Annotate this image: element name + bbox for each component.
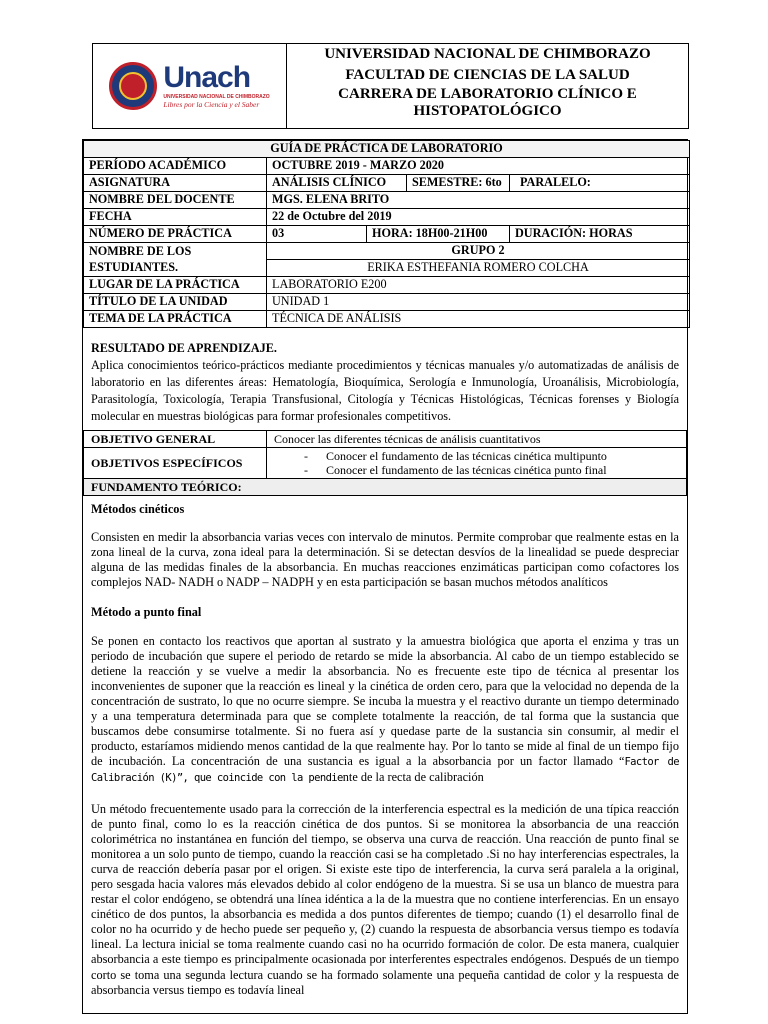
periodo-label: PERÍODO ACADÉMICO (84, 158, 267, 175)
fundamento-heading: FUNDAMENTO TEÓRICO: (84, 479, 687, 496)
estudiantes-label: NOMBRE DE LOS ESTUDIANTES. (84, 243, 267, 277)
document-header (92, 43, 689, 129)
objetivo-especifico-item: - Conocer el fundamento de las técnicas cinética punto final (304, 463, 679, 477)
periodo-value: OCTUBRE 2019 - MARZO 2020 (267, 158, 690, 175)
objetivo-general-value: Conocer las diferentes técnicas de análisis cuantitativos (267, 431, 687, 448)
objetivos-especificos-list (267, 448, 687, 479)
career-name: CARRERA DE LABORATORIO CLÍNICO E HISTOPATOLÓGICO (338, 86, 637, 119)
fecha-value: 22 de Octubre del 2019 (267, 209, 690, 226)
numero-label: NÚMERO DE PRÁCTICA (84, 226, 267, 243)
unidad-label: TÍTULO DE LA UNIDAD (84, 294, 267, 311)
asignatura-label: ASIGNATURA (84, 175, 267, 192)
numero-value: 03 (267, 226, 367, 243)
university-seal-icon (109, 62, 157, 110)
tema-value: TÉCNICA DE ANÁLISIS (267, 311, 690, 328)
faculty-name: FACULTAD DE CIENCIAS DE LA SALUD (345, 67, 630, 83)
objetivo-general-label: OBJETIVO GENERAL (84, 431, 267, 448)
punto-final-text-a: Se ponen en contacto los reactivos que aportan al sustrato y la amuestra biológica que aporta el enzima y tras un periodo de incubación que supere el periodo de retardo se mide la absorbancia. Al cabo de un tiempo establecido se detiene la reacción y se vuelve a medir la absorbancia. No es frecuente este tipo de técnica al presentar los inconvenientes de suponer que la reacción es lineal y la cinética de orden cero, para que la velocidad no dependa de la concentración de sustrato, lo que no ocurre siempre. Se incuba la muestra y el reactivo durante un tiempo determinado y a una temperatura determinada para que se complete totalmente la reacción, de tal forma que la sustancia que buscamos debe consumirse totalmente. Si no fuera así y quedase parte de la sustancia sin consumir, al medir el producto, estaríamos midiendo menos cantidad de la que realmente hay. Por lo tanto se mide al final de un tiempo fijo de incubación. La concentración de una sustancia es igual a la absorbancia por un factor llamado “ (91, 633, 679, 769)
docente-value: MGS. ELENA BRITO (267, 192, 690, 209)
guide-title: GUÍA DE PRÁCTICA DE LABORATORIO (84, 141, 690, 158)
duracion-value: DURACIÓN: HORAS (510, 226, 690, 243)
metodos-cineticos-heading: Métodos cinéticos (91, 502, 185, 516)
unidad-value: UNIDAD 1 (267, 294, 690, 311)
resultado-text: Aplica conocimientos teórico-prácticos mediante procedimientos y técnicas manuales y/o automatizadas de análisis de laboratorio en las diferentes áreas: Hematología, Bioquímica, Serología e Inmunología, Uroanálisis, Microbiología, Parasitología, Toxicología, Terapia Transfusional, Citología y Técnicas Histológicas, Técnicas forenses y Biología molecular en muestras biológicas para formar profesionales competitivos. (91, 358, 679, 423)
objetivo-especifico-item: - Conocer el fundamento de las técnicas cinética multipunto (304, 449, 679, 463)
punto-final-text-b: Factor de Calibración (K)”, que coincide con la pendie (91, 756, 679, 785)
fecha-label: FECHA (84, 209, 267, 226)
punto-final-text-c: nte de la recta de calibración (342, 770, 484, 785)
university-logo (93, 44, 287, 128)
docente-label: NOMBRE DEL DOCENTE (84, 192, 267, 209)
hora-value: HORA: 18H00-21H00 (367, 226, 510, 243)
punto-final-text (91, 634, 679, 787)
metodos-cineticos-text: Consisten en medir la absorbancia varias veces con intervalo de minutos. Permite comprobar que realmente estas en la zona lineal de la curva, zona ideal para la determinación. Si se detectan desvíos de la linealidad se puede despreciar alguna de las medidas finales de la absorbancia. En muchas reacciones enzimáticas participan como cofactores los complejos NAD- NADH o NADP – NADPH y en esta participación se basan muchos métodos analíticos (91, 530, 679, 590)
resultado-heading: RESULTADO DE APRENDIZAJE. (91, 341, 277, 355)
objetivos-table (83, 430, 687, 496)
interferencia-text: Un método frecuentemente usado para la corrección de la interferencia espectral es la medición de una típica reacción de punto final, como lo es la reacción cinética de dos puntos. Si se monitorea la absorbancia de una reacción colorimétrica no instantánea en función del tiempo, se observa una curva de reacción. Una reacción de punto final se monitorea a un solo punto de tiempo, cuando la reacción casi se ha completado .Si no hay interferencias espectrales, la curva de reacción debería pasar por el origen. Si existe este tipo de interferencia, la curva será paralela a la original, pero sesgada hacia valores más elevados debido al color endógeno de la muestra. Si se usa un blanco de muestra para restar el color endógeno, se obtendrá una línea idéntica a la de la muestra que no contiene interferencias. En un ensayo cinético de dos puntos, la absorbancia es medida a dos puntos diferentes de tiempo; cuando (1) el desarrollo final de color no ha ocurrido y de hecho puede ser pequeño y, (2) cuando la respuesta de absorbancia versus tiempo es todavía lineal. La lectura inicial se toma realmente cuando casi no ha ocurrido formación de color. De esta manera, cualquier absorbancia a este tiempo es principalmente ocasionada por interferentes espectrales endógenos. Después de un tiempo corto se toma una segunda lectura cuando se ha formado solamente una pequeña cantidad de color y la respuesta de absorbancia versus tiempo es todavía lineal (91, 801, 679, 997)
paralelo-value: PARALELO: (510, 175, 690, 192)
objetivos-especificos-label: OBJETIVOS ESPECÍFICOS (84, 448, 267, 479)
resultado-aprendizaje (83, 328, 687, 425)
tema-label: TEMA DE LA PRÁCTICA (84, 311, 267, 328)
asignatura-value: ANÁLISIS CLÍNICO (267, 175, 407, 192)
practice-guide (82, 139, 688, 1014)
university-name: UNIVERSIDAD NACIONAL DE CHIMBORAZO (324, 46, 651, 62)
lugar-label: LUGAR DE LA PRÁCTICA (84, 277, 267, 294)
logo-tagline: Libres por la Ciencia y el Saber (163, 100, 260, 109)
header-title (287, 44, 688, 128)
semestre-value: SEMESTRE: 6to (407, 175, 510, 192)
lugar-value: LABORATORIO E200 (267, 277, 690, 294)
logo-small-text: UNIVERSIDAD NACIONAL DE CHIMBORAZO (163, 94, 270, 100)
logo-name: Unach (163, 61, 251, 94)
info-table (83, 140, 690, 328)
fundamento-body (91, 502, 679, 1013)
objetivos-section (83, 430, 687, 496)
grupo-value: GRUPO 2 (267, 243, 690, 260)
punto-final-heading: Método a punto final (91, 605, 202, 620)
estudiante-value: ERIKA ESTHEFANIA ROMERO COLCHA (267, 260, 690, 277)
